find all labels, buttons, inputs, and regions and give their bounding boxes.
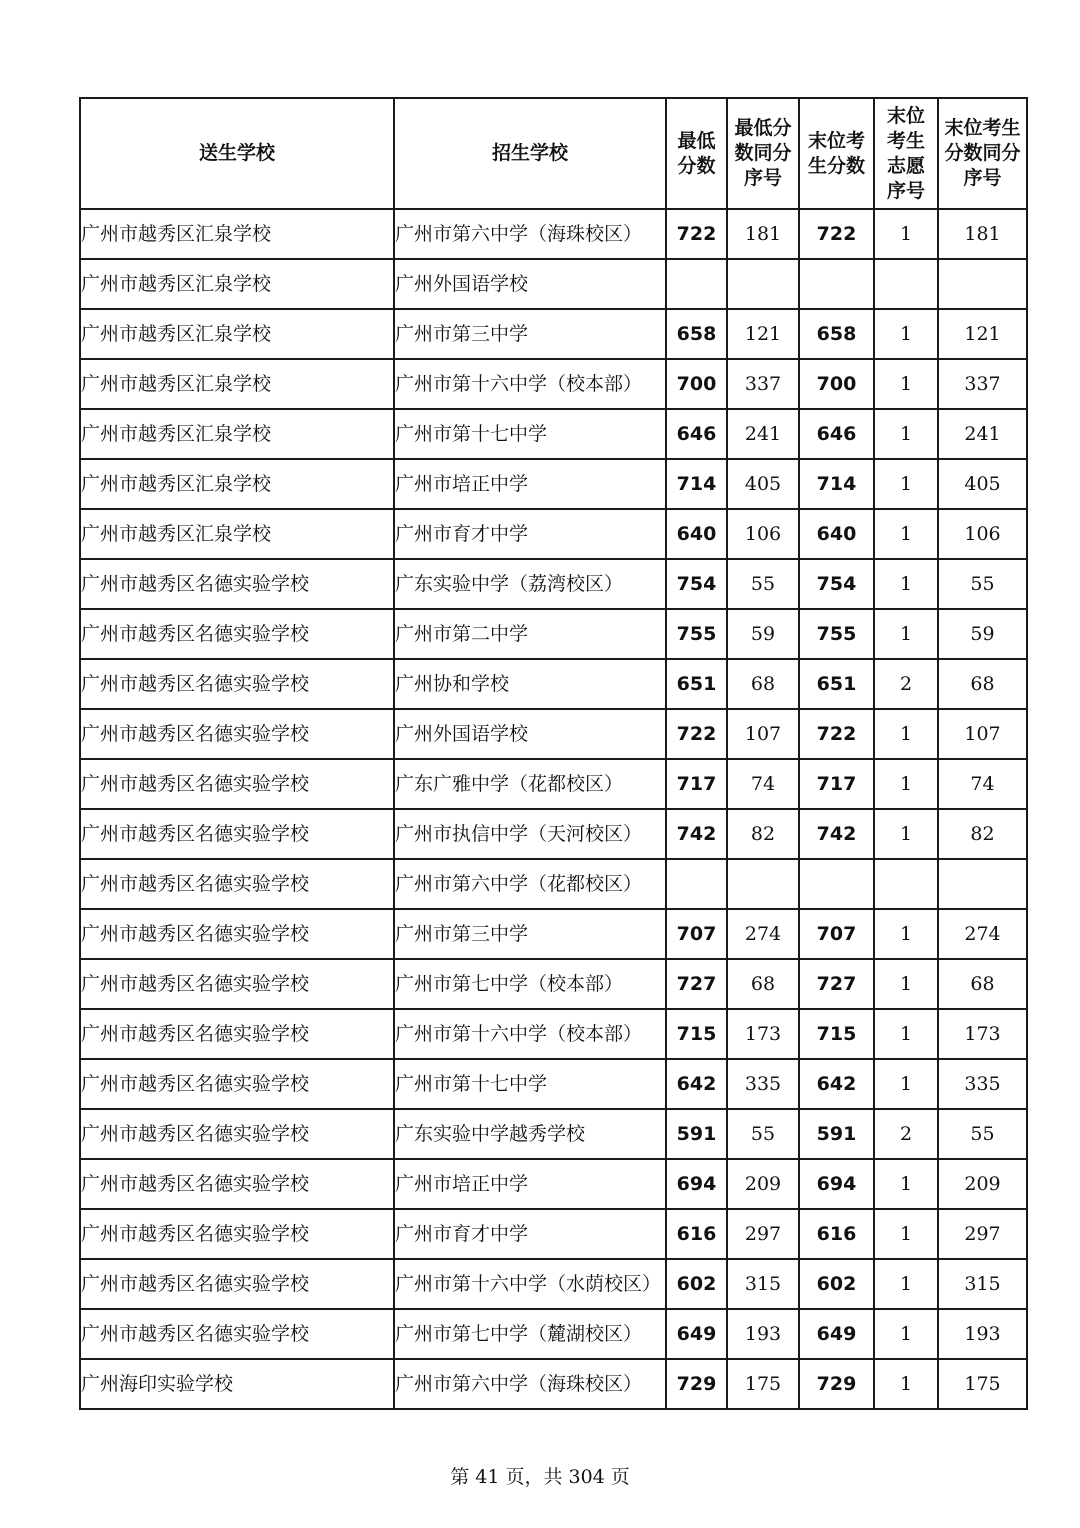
table-row <box>80 1359 1027 1409</box>
cell-last-score-rank: 107 <box>938 709 1027 759</box>
cell-last-score-rank: 315 <box>938 1259 1027 1309</box>
cell-recruit-school: 广州市第六中学（花都校区） <box>394 859 666 909</box>
cell-min-score: 714 <box>666 459 727 509</box>
table-row <box>80 1209 1027 1259</box>
cell-send-school: 广州市越秀区名德实验学校 <box>80 709 394 759</box>
table-row <box>80 359 1027 409</box>
cell-recruit-school: 广州市第七中学（校本部） <box>394 959 666 1009</box>
cell-recruit-school: 广州市第三中学 <box>394 309 666 359</box>
cell-last-score: 616 <box>799 1209 874 1259</box>
cell-last-score-rank: 121 <box>938 309 1027 359</box>
cell-last-choice: 1 <box>874 309 938 359</box>
cell-send-school: 广州市越秀区名德实验学校 <box>80 1209 394 1259</box>
header-row <box>80 98 1027 209</box>
cell-send-school: 广州市越秀区汇泉学校 <box>80 259 394 309</box>
cell-last-choice: 1 <box>874 1059 938 1109</box>
cell-last-score: 658 <box>799 309 874 359</box>
cell-recruit-school: 广州市第三中学 <box>394 909 666 959</box>
cell-last-score: 729 <box>799 1359 874 1409</box>
cell-last-choice: 1 <box>874 1259 938 1309</box>
cell-last-choice: 1 <box>874 1159 938 1209</box>
cell-last-score-rank: 175 <box>938 1359 1027 1409</box>
cell-send-school: 广州市越秀区名德实验学校 <box>80 1009 394 1059</box>
cell-recruit-school: 广州市执信中学（天河校区） <box>394 809 666 859</box>
cell-last-score: 651 <box>799 659 874 709</box>
table-row <box>80 509 1027 559</box>
cell-recruit-school: 广州市育才中学 <box>394 509 666 559</box>
cell-last-choice: 1 <box>874 559 938 609</box>
cell-min-score-rank: 193 <box>727 1309 799 1359</box>
cell-send-school: 广州市越秀区名德实验学校 <box>80 1259 394 1309</box>
cell-send-school: 广州市越秀区汇泉学校 <box>80 309 394 359</box>
cell-last-choice: 1 <box>874 809 938 859</box>
cell-last-score: 707 <box>799 909 874 959</box>
cell-min-score: 729 <box>666 1359 727 1409</box>
cell-min-score-rank: 335 <box>727 1059 799 1109</box>
table-row <box>80 209 1027 259</box>
table-row <box>80 759 1027 809</box>
cell-min-score: 640 <box>666 509 727 559</box>
cell-last-score-rank: 181 <box>938 209 1027 259</box>
cell-last-choice: 2 <box>874 1109 938 1159</box>
cell-last-score: 715 <box>799 1009 874 1059</box>
cell-min-score-rank: 55 <box>727 559 799 609</box>
cell-last-score: 755 <box>799 609 874 659</box>
table-row <box>80 1059 1027 1109</box>
table-row <box>80 909 1027 959</box>
cell-min-score-rank: 297 <box>727 1209 799 1259</box>
cell-last-choice: 1 <box>874 459 938 509</box>
cell-recruit-school: 广东广雅中学（花都校区） <box>394 759 666 809</box>
cell-send-school: 广州市越秀区名德实验学校 <box>80 759 394 809</box>
cell-min-score: 602 <box>666 1259 727 1309</box>
cell-send-school: 广州市越秀区名德实验学校 <box>80 1109 394 1159</box>
table-row <box>80 859 1027 909</box>
cell-recruit-school: 广东实验中学（荔湾校区） <box>394 559 666 609</box>
cell-last-score-rank: 55 <box>938 1109 1027 1159</box>
cell-recruit-school: 广州市育才中学 <box>394 1209 666 1259</box>
header-last-score-rank: 末位考生 分数同分 序号 <box>938 98 1027 209</box>
table-row <box>80 259 1027 309</box>
cell-min-score: 755 <box>666 609 727 659</box>
cell-last-choice: 1 <box>874 1309 938 1359</box>
cell-min-score-rank: 74 <box>727 759 799 809</box>
cell-min-score: 754 <box>666 559 727 609</box>
cell-recruit-school: 广州市第二中学 <box>394 609 666 659</box>
cell-last-score-rank: 68 <box>938 659 1027 709</box>
cell-last-choice <box>874 259 938 309</box>
cell-min-score-rank: 405 <box>727 459 799 509</box>
page-footer: 第 41 页，共 304 页 <box>450 1466 630 1488</box>
cell-min-score: 646 <box>666 409 727 459</box>
cell-min-score: 591 <box>666 1109 727 1159</box>
header-min-score-rank: 最低分 数同分 序号 <box>727 98 799 209</box>
cell-last-score-rank: 74 <box>938 759 1027 809</box>
cell-recruit-school: 广州市第十六中学（校本部） <box>394 359 666 409</box>
table-row <box>80 409 1027 459</box>
table-row <box>80 559 1027 609</box>
cell-min-score: 722 <box>666 209 727 259</box>
cell-min-score: 717 <box>666 759 727 809</box>
cell-last-choice: 1 <box>874 759 938 809</box>
cell-recruit-school: 广州市第十六中学（校本部） <box>394 1009 666 1059</box>
cell-min-score: 651 <box>666 659 727 709</box>
cell-min-score-rank: 68 <box>727 659 799 709</box>
cell-min-score-rank: 107 <box>727 709 799 759</box>
cell-last-choice: 1 <box>874 1209 938 1259</box>
cell-last-score: 722 <box>799 209 874 259</box>
cell-last-score-rank: 405 <box>938 459 1027 509</box>
cell-send-school: 广州市越秀区名德实验学校 <box>80 859 394 909</box>
cell-min-score-rank: 315 <box>727 1259 799 1309</box>
cell-recruit-school: 广州外国语学校 <box>394 259 666 309</box>
cell-last-choice: 1 <box>874 709 938 759</box>
cell-min-score-rank: 181 <box>727 209 799 259</box>
header-min-score: 最低 分数 <box>666 98 727 209</box>
cell-recruit-school: 广州协和学校 <box>394 659 666 709</box>
cell-last-score-rank: 297 <box>938 1209 1027 1259</box>
table-row <box>80 1109 1027 1159</box>
cell-send-school: 广州市越秀区名德实验学校 <box>80 559 394 609</box>
cell-last-score: 591 <box>799 1109 874 1159</box>
table-body <box>80 209 1027 1409</box>
cell-last-choice: 1 <box>874 609 938 659</box>
cell-send-school: 广州市越秀区名德实验学校 <box>80 1059 394 1109</box>
cell-min-score-rank: 173 <box>727 1009 799 1059</box>
cell-min-score-rank: 82 <box>727 809 799 859</box>
cell-last-choice: 1 <box>874 959 938 1009</box>
cell-min-score-rank: 106 <box>727 509 799 559</box>
cell-min-score: 707 <box>666 909 727 959</box>
cell-send-school: 广州市越秀区名德实验学校 <box>80 1309 394 1359</box>
cell-last-choice: 1 <box>874 909 938 959</box>
cell-min-score: 722 <box>666 709 727 759</box>
cell-min-score-rank: 337 <box>727 359 799 409</box>
cell-recruit-school: 广州市培正中学 <box>394 1159 666 1209</box>
cell-min-score: 694 <box>666 1159 727 1209</box>
cell-send-school: 广州海印实验学校 <box>80 1359 394 1409</box>
table-row <box>80 1309 1027 1359</box>
cell-min-score <box>666 259 727 309</box>
cell-last-score-rank: 68 <box>938 959 1027 1009</box>
cell-min-score: 727 <box>666 959 727 1009</box>
admission-table <box>79 97 1028 1410</box>
table-row <box>80 659 1027 709</box>
cell-min-score: 649 <box>666 1309 727 1359</box>
cell-last-score-rank: 106 <box>938 509 1027 559</box>
cell-recruit-school: 广州市第六中学（海珠校区） <box>394 209 666 259</box>
cell-last-score-rank: 337 <box>938 359 1027 409</box>
cell-recruit-school: 广州外国语学校 <box>394 709 666 759</box>
cell-min-score-rank: 209 <box>727 1159 799 1209</box>
cell-last-score-rank: 209 <box>938 1159 1027 1209</box>
cell-min-score-rank: 68 <box>727 959 799 1009</box>
cell-last-score-rank: 241 <box>938 409 1027 459</box>
cell-last-score: 642 <box>799 1059 874 1109</box>
cell-last-score: 649 <box>799 1309 874 1359</box>
header-send-school: 送生学校 <box>80 98 394 209</box>
cell-min-score: 700 <box>666 359 727 409</box>
cell-min-score <box>666 859 727 909</box>
cell-send-school: 广州市越秀区名德实验学校 <box>80 959 394 1009</box>
cell-send-school: 广州市越秀区名德实验学校 <box>80 1159 394 1209</box>
cell-last-score: 714 <box>799 459 874 509</box>
cell-send-school: 广州市越秀区名德实验学校 <box>80 909 394 959</box>
table-row <box>80 1259 1027 1309</box>
cell-send-school: 广州市越秀区汇泉学校 <box>80 409 394 459</box>
cell-send-school: 广州市越秀区汇泉学校 <box>80 509 394 559</box>
cell-last-score: 717 <box>799 759 874 809</box>
cell-last-choice: 1 <box>874 1009 938 1059</box>
cell-min-score: 715 <box>666 1009 727 1059</box>
cell-min-score: 658 <box>666 309 727 359</box>
cell-last-score <box>799 259 874 309</box>
cell-min-score: 642 <box>666 1059 727 1109</box>
table-row <box>80 809 1027 859</box>
cell-last-choice: 1 <box>874 209 938 259</box>
cell-last-score: 640 <box>799 509 874 559</box>
cell-min-score-rank: 241 <box>727 409 799 459</box>
cell-last-score-rank: 193 <box>938 1309 1027 1359</box>
cell-min-score: 742 <box>666 809 727 859</box>
header-last-score: 末位考 生分数 <box>799 98 874 209</box>
cell-send-school: 广州市越秀区名德实验学校 <box>80 609 394 659</box>
cell-recruit-school: 广州市培正中学 <box>394 459 666 509</box>
cell-last-score: 727 <box>799 959 874 1009</box>
header-recruit-school: 招生学校 <box>394 98 666 209</box>
cell-last-score-rank: 173 <box>938 1009 1027 1059</box>
cell-min-score-rank: 274 <box>727 909 799 959</box>
cell-last-score <box>799 859 874 909</box>
cell-last-score-rank <box>938 859 1027 909</box>
cell-min-score-rank <box>727 259 799 309</box>
table-row <box>80 1159 1027 1209</box>
cell-last-score-rank: 82 <box>938 809 1027 859</box>
cell-send-school: 广州市越秀区汇泉学校 <box>80 209 394 259</box>
cell-last-choice: 1 <box>874 409 938 459</box>
cell-min-score-rank: 55 <box>727 1109 799 1159</box>
table-row <box>80 959 1027 1009</box>
cell-last-score-rank: 59 <box>938 609 1027 659</box>
cell-recruit-school: 广州市第六中学（海珠校区） <box>394 1359 666 1409</box>
cell-send-school: 广州市越秀区汇泉学校 <box>80 459 394 509</box>
table-row <box>80 459 1027 509</box>
cell-last-score: 742 <box>799 809 874 859</box>
header-last-choice: 末位 考生 志愿 序号 <box>874 98 938 209</box>
cell-send-school: 广州市越秀区名德实验学校 <box>80 809 394 859</box>
cell-send-school: 广州市越秀区名德实验学校 <box>80 659 394 709</box>
cell-recruit-school: 广州市第十七中学 <box>394 1059 666 1109</box>
cell-last-score: 700 <box>799 359 874 409</box>
table-row <box>80 309 1027 359</box>
table-row <box>80 609 1027 659</box>
cell-recruit-school: 广州市第七中学（麓湖校区） <box>394 1309 666 1359</box>
cell-min-score: 616 <box>666 1209 727 1259</box>
cell-last-score-rank: 335 <box>938 1059 1027 1109</box>
cell-send-school: 广州市越秀区汇泉学校 <box>80 359 394 409</box>
cell-last-choice: 1 <box>874 359 938 409</box>
cell-min-score-rank: 175 <box>727 1359 799 1409</box>
cell-last-score-rank: 274 <box>938 909 1027 959</box>
cell-min-score-rank: 121 <box>727 309 799 359</box>
table-row <box>80 1009 1027 1059</box>
cell-last-score-rank <box>938 259 1027 309</box>
cell-last-score: 722 <box>799 709 874 759</box>
cell-last-score: 754 <box>799 559 874 609</box>
cell-last-score: 694 <box>799 1159 874 1209</box>
cell-last-choice: 2 <box>874 659 938 709</box>
cell-last-choice <box>874 859 938 909</box>
cell-last-choice: 1 <box>874 509 938 559</box>
cell-recruit-school: 广东实验中学越秀学校 <box>394 1109 666 1159</box>
cell-min-score-rank: 59 <box>727 609 799 659</box>
cell-recruit-school: 广州市第十六中学（水荫校区） <box>394 1259 666 1309</box>
table-row <box>80 709 1027 759</box>
cell-recruit-school: 广州市第十七中学 <box>394 409 666 459</box>
cell-last-score: 646 <box>799 409 874 459</box>
cell-last-score-rank: 55 <box>938 559 1027 609</box>
cell-last-score: 602 <box>799 1259 874 1309</box>
cell-min-score-rank <box>727 859 799 909</box>
cell-last-choice: 1 <box>874 1359 938 1409</box>
